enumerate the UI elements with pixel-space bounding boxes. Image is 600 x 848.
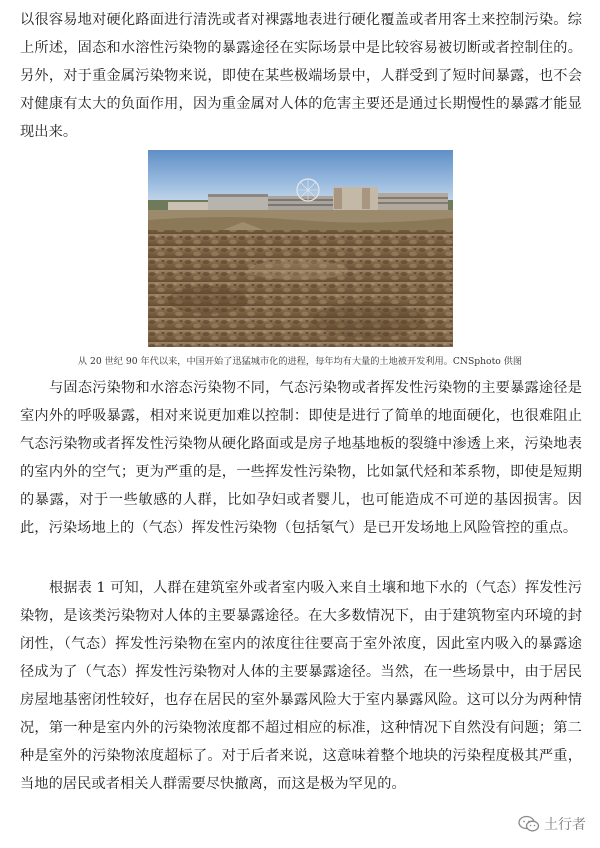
account-watermark [518,814,586,834]
wechat-icon [518,815,540,833]
paragraph-2: 与固态污染物和水溶态污染物不同，气态污染物或者挥发性污染物的主要暴露途径是室内外的呼吸暴露，相对来说更加难以控制：即使是进行了简单的地面硬化，也很难阻止气态污染物或者挥发性污染物从硬化路面或是房子地基地板的裂缝中渗透上来，污染地表的室内外的空气；更为严重的是，一些挥发性污染物，比如氯代烃和苯系物，即使是短期的暴露，对于一些敏感的人群，比如孕妇或者婴儿，也可能造成不可逆的基因损害。因此，污染场地上的（气态）挥发性污染物（包括氡气）是已开发场地上风险管控的重点。 [20,380,582,536]
paragraph-3: 根据表 1 可知，人群在建筑室外或者室内吸入来自土壤和地下水的（气态）挥发性污染物，是该类污染物对人体的主要暴露途径。在大多数情况下，由于建筑物室内环境的封闭性，（气态）挥发性污染物在室内的浓度往往要高于室外浓度，因此室内吸入的暴露途径成为了（气态）挥发性污染物对人体的主要暴露途径。当然，在一些场景中，由于居民房屋地基密闭性较好，也存在居民的室外暴露风险大于室内暴露风险。这可以分为两种情况，第一种是室内外的污染物浓度都不超过相应的标准，这种情况下自然没有问题；第二种是室外的污染物浓度超标了。对于后者来说，这意味着整个地块的污染程度极其严重，当地的居民或者相关人群需要尽快撤离，而这是极为罕见的。 [20,580,582,792]
construction-site-photo [148,150,453,347]
photo-illustration [148,150,453,347]
figure-caption: 从 20 世纪 90 年代以来，中国开始了迅猛城市化的进程，每年均有大量的土地被开发利用。CNSphoto 供图 [77,356,523,367]
watermark-text: 土行者 [544,817,586,833]
paragraph-1: 以很容易地对硬化路面进行清洗或者对裸露地表进行硬化覆盖或者用客土来控制污染。综上所述，固态和水溶性污染物的暴露途径在实际场景中是比较容易被切断或者控制住的。另外，对于重金属污染物来说，即使在某些极端场景中，人群受到了短时间暴露，也不会对健康有太大的负面作用，因为重金属对人体的危害主要还是通过长期慢性的暴露才能显现出来。 [20,12,582,140]
